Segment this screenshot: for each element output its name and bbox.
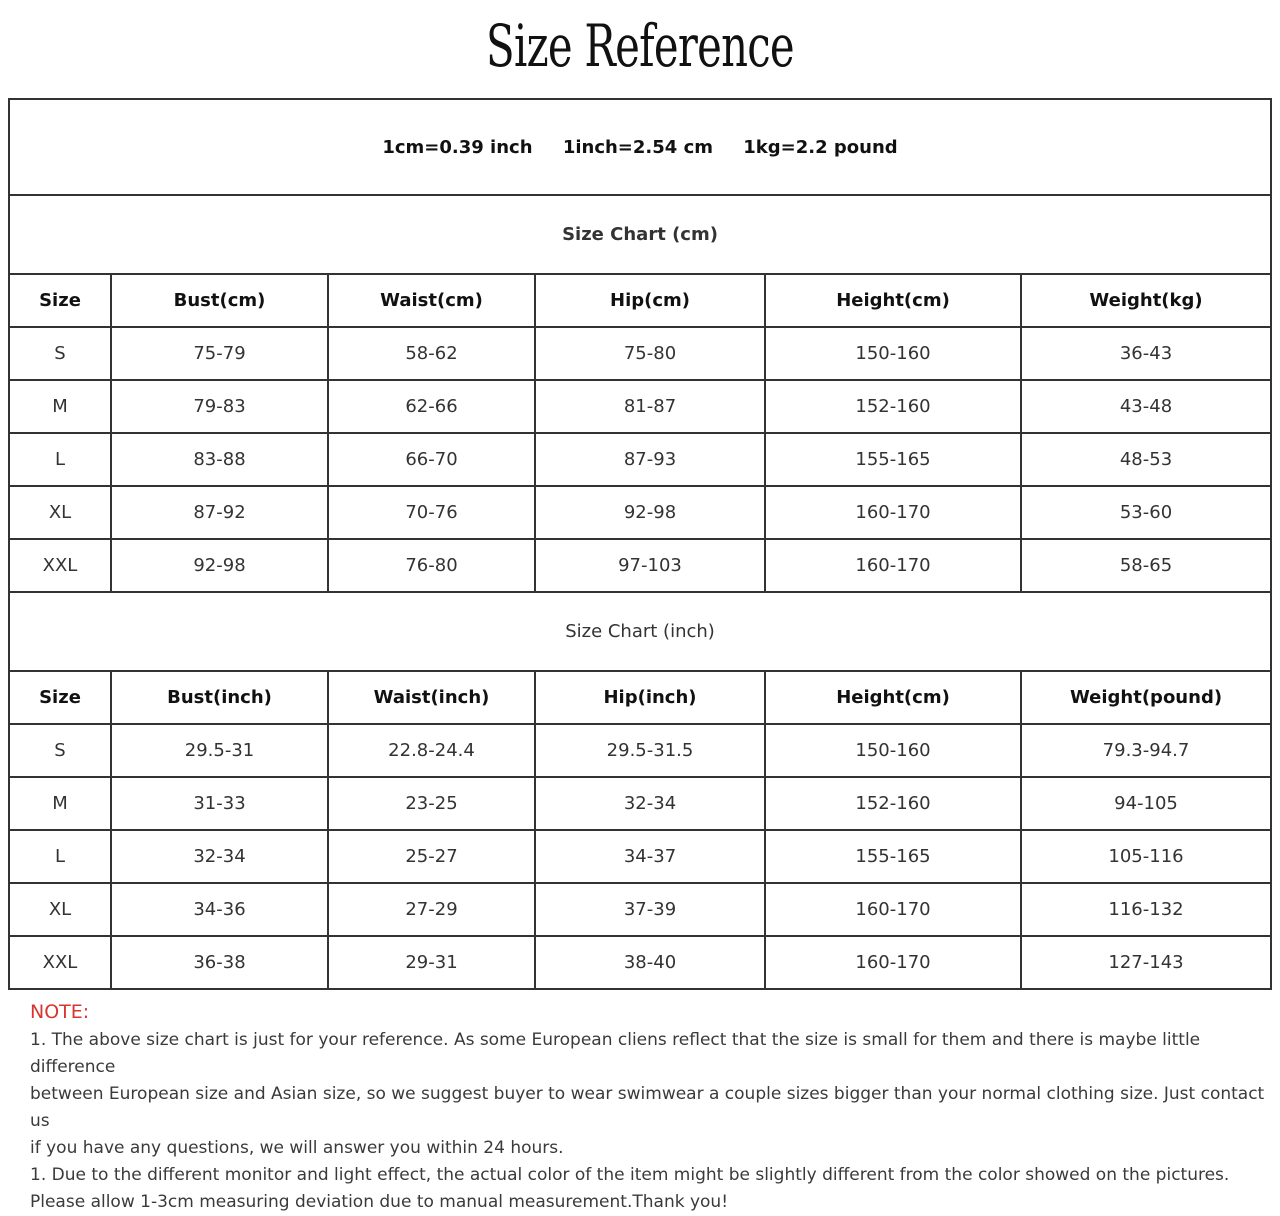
inch-chart-heading: Size Chart (inch) bbox=[9, 592, 1271, 671]
table-cell: 22.8-24.4 bbox=[328, 724, 535, 777]
note-section bbox=[30, 997, 1270, 1216]
table-cell: L bbox=[9, 433, 111, 486]
table-cell: 27-29 bbox=[328, 883, 535, 936]
table-cell: 116-132 bbox=[1021, 883, 1271, 936]
table-row bbox=[9, 777, 1271, 830]
table-cell: 34-37 bbox=[535, 830, 765, 883]
table-cell: 160-170 bbox=[765, 936, 1021, 989]
table-cell: 150-160 bbox=[765, 724, 1021, 777]
table-cell: 94-105 bbox=[1021, 777, 1271, 830]
header-cell: Weight(kg) bbox=[1021, 274, 1271, 327]
header-cell: Waist(cm) bbox=[328, 274, 535, 327]
table-row bbox=[9, 724, 1271, 777]
table-cell: 29.5-31.5 bbox=[535, 724, 765, 777]
table-cell: 58-62 bbox=[328, 327, 535, 380]
note-line: if you have any questions, we will answer you within 24 hours. bbox=[30, 1138, 564, 1158]
table-cell: 92-98 bbox=[535, 486, 765, 539]
table-cell: 62-66 bbox=[328, 380, 535, 433]
cm-chart-heading-row bbox=[9, 195, 1271, 274]
table-cell: 75-80 bbox=[535, 327, 765, 380]
table-cell: 36-43 bbox=[1021, 327, 1271, 380]
table-cell: 23-25 bbox=[328, 777, 535, 830]
table-cell: 75-79 bbox=[111, 327, 328, 380]
header-cell: Height(cm) bbox=[765, 274, 1021, 327]
table-cell: 79.3-94.7 bbox=[1021, 724, 1271, 777]
table-cell: 81-87 bbox=[535, 380, 765, 433]
table-cell: 32-34 bbox=[111, 830, 328, 883]
table-cell: 152-160 bbox=[765, 777, 1021, 830]
table-cell: XXL bbox=[9, 539, 111, 592]
table-row bbox=[9, 327, 1271, 380]
inch-chart-heading-row bbox=[9, 592, 1271, 671]
note-line: Please allow 1-3cm measuring deviation due to manual measurement.Thank you! bbox=[30, 1192, 729, 1212]
table-row bbox=[9, 539, 1271, 592]
conversion-cm-inch: 1cm=0.39 inch bbox=[382, 136, 533, 158]
header-cell: Hip(inch) bbox=[535, 671, 765, 724]
header-cell: Weight(pound) bbox=[1021, 671, 1271, 724]
table-cell: 25-27 bbox=[328, 830, 535, 883]
table-cell: 160-170 bbox=[765, 883, 1021, 936]
header-cell: Height(cm) bbox=[765, 671, 1021, 724]
table-cell: 79-83 bbox=[111, 380, 328, 433]
inch-header-row bbox=[9, 671, 1271, 724]
table-cell: 48-53 bbox=[1021, 433, 1271, 486]
table-row bbox=[9, 380, 1271, 433]
size-chart-table bbox=[8, 98, 1272, 990]
note-label: NOTE: bbox=[30, 1001, 90, 1023]
table-cell: 92-98 bbox=[111, 539, 328, 592]
table-cell: 160-170 bbox=[765, 539, 1021, 592]
note-line: between European size and Asian size, so we suggest buyer to wear swimwear a couple sizes bigger than your normal clothing size. Just contact us bbox=[30, 1084, 1265, 1131]
table-cell: M bbox=[9, 777, 111, 830]
table-row bbox=[9, 830, 1271, 883]
table-row bbox=[9, 486, 1271, 539]
table-cell: 152-160 bbox=[765, 380, 1021, 433]
table-cell: L bbox=[9, 830, 111, 883]
header-cell: Waist(inch) bbox=[328, 671, 535, 724]
table-cell: 34-36 bbox=[111, 883, 328, 936]
table-cell: S bbox=[9, 327, 111, 380]
table-cell: M bbox=[9, 380, 111, 433]
table-row bbox=[9, 433, 1271, 486]
table-row bbox=[9, 883, 1271, 936]
table-cell: 76-80 bbox=[328, 539, 535, 592]
table-cell: 97-103 bbox=[535, 539, 765, 592]
note-line: 1. The above size chart is just for your reference. As some European cliens reflect that the size is small for them and there is maybe little difference bbox=[30, 1030, 1201, 1077]
header-cell: Bust(cm) bbox=[111, 274, 328, 327]
table-cell: 150-160 bbox=[765, 327, 1021, 380]
table-cell: 87-93 bbox=[535, 433, 765, 486]
table-cell: 32-34 bbox=[535, 777, 765, 830]
note-line: 1. Due to the different monitor and light effect, the actual color of the item might be slightly different from the color showed on the pictures. bbox=[30, 1165, 1230, 1185]
table-cell: 70-76 bbox=[328, 486, 535, 539]
table-cell: XL bbox=[9, 486, 111, 539]
header-cell: Size bbox=[9, 274, 111, 327]
cm-header-row bbox=[9, 274, 1271, 327]
table-cell: 127-143 bbox=[1021, 936, 1271, 989]
table-cell: 43-48 bbox=[1021, 380, 1271, 433]
table-cell: XXL bbox=[9, 936, 111, 989]
header-cell: Size bbox=[9, 671, 111, 724]
table-cell: S bbox=[9, 724, 111, 777]
table-cell: 38-40 bbox=[535, 936, 765, 989]
table-cell: 83-88 bbox=[111, 433, 328, 486]
table-cell: 29.5-31 bbox=[111, 724, 328, 777]
table-cell: 58-65 bbox=[1021, 539, 1271, 592]
conversion-inch-cm: 1inch=2.54 cm bbox=[562, 136, 713, 158]
table-cell: 155-165 bbox=[765, 830, 1021, 883]
conversion-kg-pound: 1kg=2.2 pound bbox=[743, 136, 898, 158]
table-cell: 87-92 bbox=[111, 486, 328, 539]
table-cell: 53-60 bbox=[1021, 486, 1271, 539]
table-cell: 36-38 bbox=[111, 936, 328, 989]
table-cell: 66-70 bbox=[328, 433, 535, 486]
table-cell: 160-170 bbox=[765, 486, 1021, 539]
conversion-cell bbox=[9, 99, 1271, 195]
header-cell: Hip(cm) bbox=[535, 274, 765, 327]
header-cell: Bust(inch) bbox=[111, 671, 328, 724]
page-title: Size Reference bbox=[486, 12, 794, 80]
table-cell: 31-33 bbox=[111, 777, 328, 830]
table-cell: 29-31 bbox=[328, 936, 535, 989]
table-row bbox=[9, 936, 1271, 989]
table-cell: 37-39 bbox=[535, 883, 765, 936]
cm-chart-heading: Size Chart (cm) bbox=[9, 195, 1271, 274]
table-cell: 105-116 bbox=[1021, 830, 1271, 883]
table-cell: 155-165 bbox=[765, 433, 1021, 486]
conversion-row bbox=[9, 99, 1271, 195]
table-cell: XL bbox=[9, 883, 111, 936]
